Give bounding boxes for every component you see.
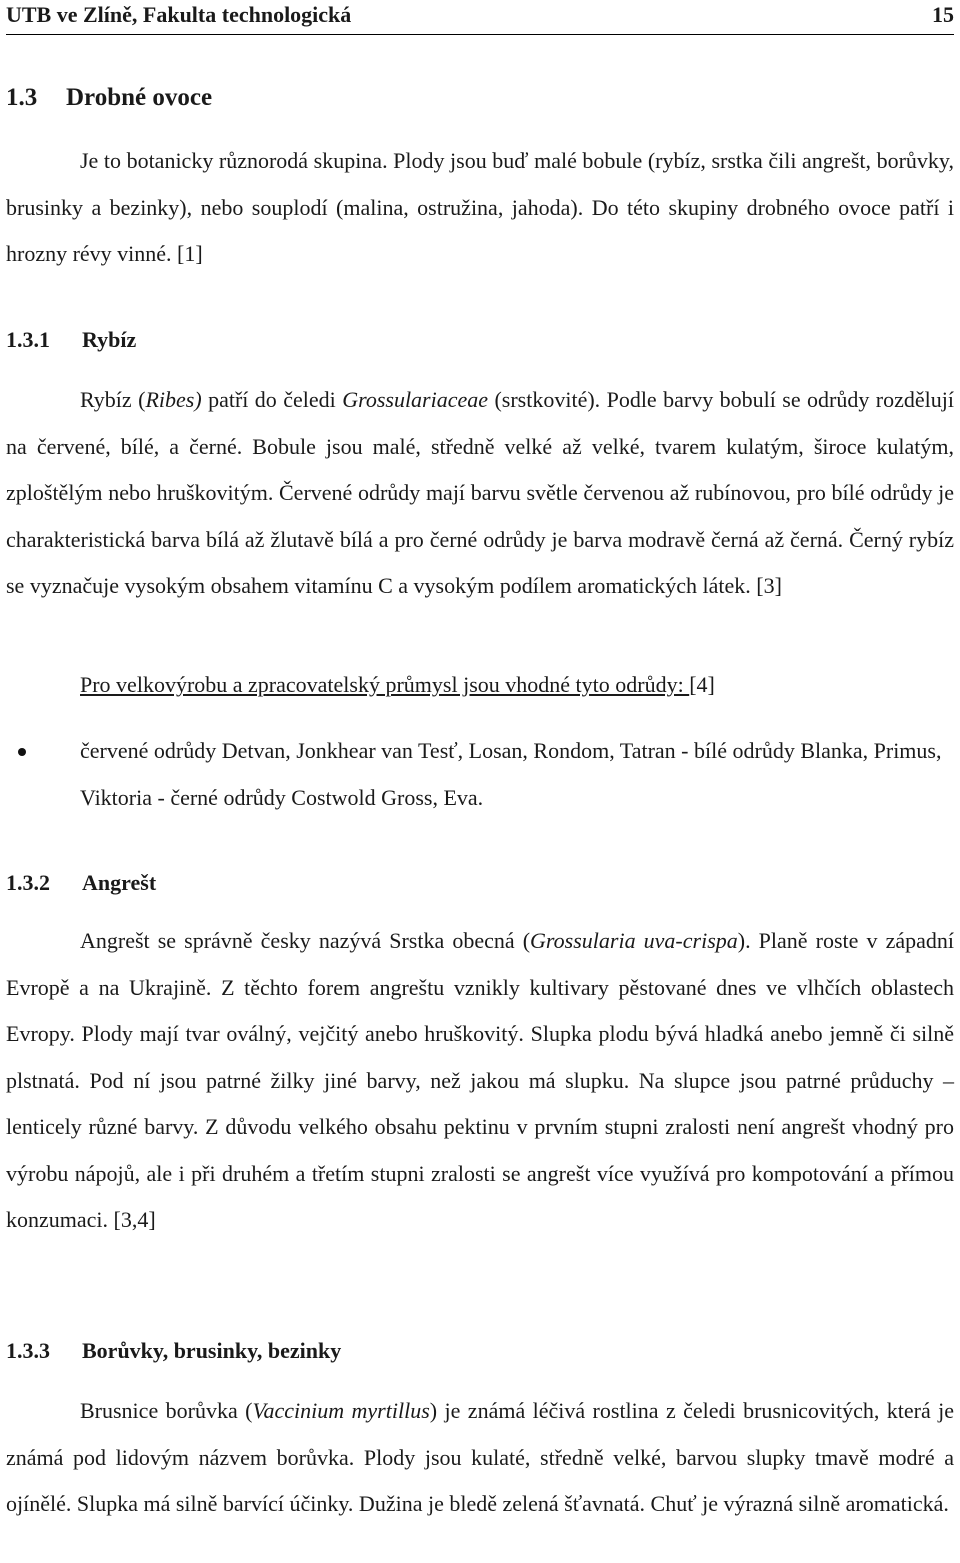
subsection-number: 1.3.2 [6,870,50,895]
section-number: 1.3 [6,84,38,111]
subsection-heading-boruvky [6,1338,341,1364]
page-header [6,0,954,35]
rybiz-text-b: patří do čeledi [201,387,343,412]
header-title: UTB ve Zlíně, Fakulta technologická [6,2,352,27]
subsection-number: 1.3.3 [6,1338,50,1363]
subsection-heading-rybiz [6,327,136,353]
angrest-text-b: ). Planě roste v západní Evropě a na Ukrajině. Z těchto forem angreštu vznikly kultivary pěstované dnes ve vlhčích oblastech Evropy. Plody mají tvar oválný, vejčitý anebo hruškovitý. Slupka plodu bývá hladká anebo jemně či silně plstnatá. Pod ní jsou patrné žilky jiné barvy, než jakou má slupku. Na slupce jsou patrné průduchy – lenticely různé barvy. Z důvodu velkého obsahu pektinu v prvním stupni zralosti není angrešt vhodný pro výrobu nápojů, ale i při druhém a třetím stupni zralosti se angrešt více využívá pro kompotování a přímou konzumaci. [3,4] [6,928,954,1232]
subsection-title: Borůvky, brusinky, bezinky [82,1338,342,1363]
angrest-text-a: Angrešt se správně česky nazývá Srstka obecná ( [80,928,531,953]
section-title: Drobné ovoce [66,84,213,111]
angrest-latin: Grossularia uva-crispa [530,928,738,953]
rybiz-text-a: Rybíz ( [80,387,146,412]
section-paragraph [6,138,954,278]
subsection-title: Angrešt [82,870,157,895]
subsection-heading-angrest [6,870,156,896]
boruvky-paragraph [6,1388,954,1528]
page-number: 15 [932,2,954,27]
varieties-intro [80,672,715,698]
subsection-title: Rybíz [82,327,137,352]
rybiz-latin-family: Grossulariaceae [342,387,489,412]
boruvky-text-b: ) je známá léčivá rostlina z čeledi brusnicovitých, která je známá pod lidovým názvem borůvka. Plody jsou kulaté, středně velké, barvou slupky tmavě modré a ojínělé. Slupka má silně barvící účinky. Dužina je bledě zelená šťavnatá. Chuť je výrazná silně aromatická. [6,1398,955,1516]
angrest-paragraph [6,918,954,1244]
rybiz-paragraph [6,377,954,610]
section-heading [6,84,212,112]
section-text: Je to botanicky různorodá skupina. Plody jsou buď malé bobule (rybíz, srstka čili angrešt, borůvky, brusinky a bezinky), nebo souplodí (malina, ostružina, jahoda). Do této skupiny drobného ovoce patří i hrozny révy vinné. [1] [6,148,954,266]
boruvky-latin: Vaccinium myrtillus [252,1398,430,1423]
rybiz-latin-ribes: Ribes) [145,387,202,412]
boruvky-text-a: Brusnice borůvka ( [80,1398,253,1423]
varieties-intro-underlined: Pro velkovýrobu a zpracovatelský průmysl jsou vhodné tyto odrůdy: [80,672,690,697]
rybiz-text-c: (srstkovité). Podle barvy bobulí se odrůdy rozdělují na červené, bílé, a černé. Bobule jsou malé, středně velké až velké, tvarem kulatým, široce kulatým, zploštělým nebo hruškovitým. Červené odrůdy mají barvu světle červenou až rubínovou, pro bílé odrůdy je charakteristická barva bílá až žlutavě bílá a pro černé odrůdy je barva modravě černá až černá. Černý rybíz se vyznačuje vysokým obsahem vitamínu C a vysokým podílem aromatických látek. [3] [6,387,954,598]
list-item-text: červené odrůdy Detvan, Jonkhear van Tesť, Losan, Rondom, Tatran - bílé odrůdy Blanka, Primus, Viktoria - černé odrůdy Costwold Gross, Eva. [80,738,942,810]
bullet-icon [18,748,26,756]
subsection-number: 1.3.1 [6,327,50,352]
varieties-ref: [4] [689,672,715,697]
